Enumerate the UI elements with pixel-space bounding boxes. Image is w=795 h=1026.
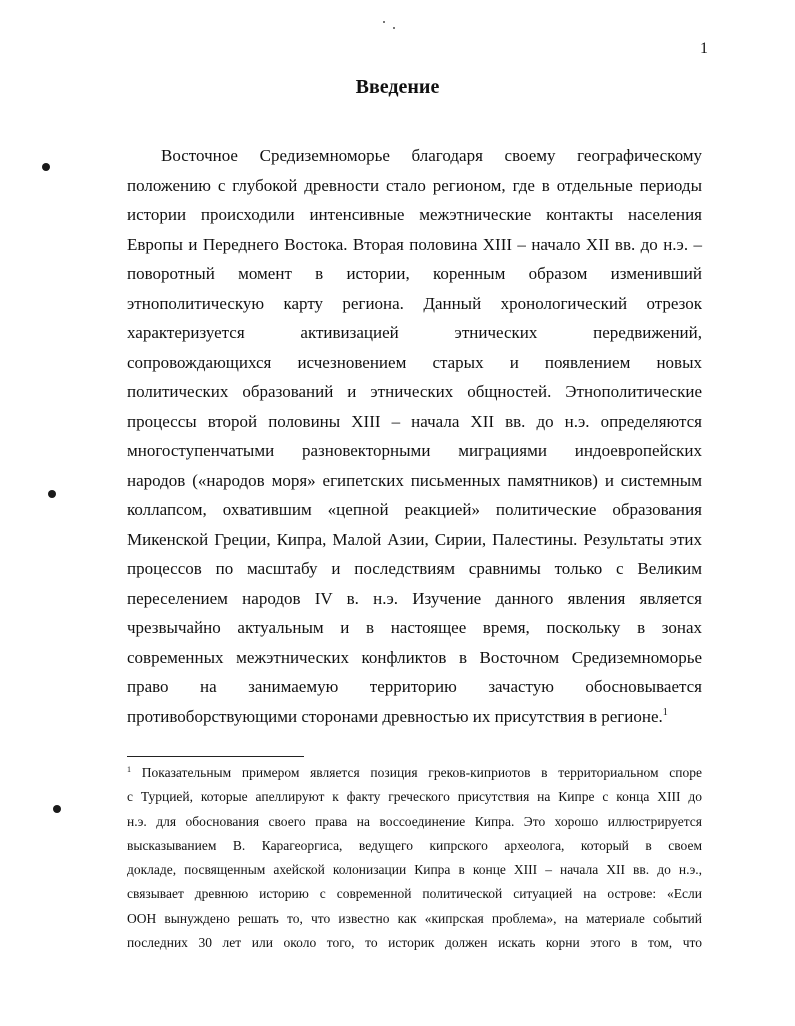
footnote-line: н.э. для обоснования своего права на воссоединение Кипра. Это хорошо иллюстрируется [127, 813, 702, 829]
footnote-line: ООН вынуждено решать то, что известно как «кипрская проблема», на материале событий [127, 910, 702, 926]
footnote-marker: 1 [127, 765, 131, 774]
scan-speck [393, 27, 395, 29]
paragraph-line: народов («народов моря» египетских письменных памятников) и системным [127, 470, 702, 490]
paragraph-line: процессов по масштабу и последствиям сравнимы только с Великим [127, 559, 702, 578]
paragraph-line-last [127, 702, 702, 732]
paragraph-line: право на занимаемую территорию зачастую обосновывается [127, 677, 702, 696]
paragraph-line: процессы второй половины XIII – начала XII вв. до н.э. определяются [127, 411, 702, 431]
footnote-line: высказыванием В. Карагеоргиса, ведущего кипрского археолога, который в своем [127, 837, 702, 853]
binding-hole-dot [48, 490, 56, 498]
footnote-line: последних 30 лет или около того, то историк должен искать корни этого в том, что [127, 935, 702, 951]
footnote [127, 761, 702, 955]
paragraph-line: современных межэтнических конфликтов в Восточном Средиземноморье [127, 647, 702, 667]
scan-speck [383, 21, 385, 23]
footnote-line-text: Показательным примером является позиция греков-киприотов в территориальном споре [141, 765, 703, 780]
paragraph-line: поворотный момент в истории, коренным образом изменивший [127, 264, 702, 283]
main-paragraph [127, 141, 702, 731]
footnote-line [127, 761, 702, 785]
paragraph-line: этнополитическую карту региона. Данный хронологический отрезок [127, 293, 702, 313]
paragraph-line: политических образований и этнических общностей. Этнополитические [127, 382, 702, 401]
footnote-separator [127, 756, 304, 757]
footnote-line: связывает древнюю историю с современной политической ситуацией на острове: «Если [127, 886, 702, 902]
footnote-line: докладе, посвященным ахейской колонизации Кипра в конце XIII – начала XII вв. до н.э., [127, 862, 702, 878]
binding-hole-dot [53, 805, 61, 813]
paragraph-line: сопровождающихся исчезновением старых и появлением новых [127, 352, 702, 372]
binding-hole-dot [42, 163, 50, 171]
paragraph-line: истории происходили интенсивные межэтнические контакты населения [127, 205, 702, 224]
page-title: Введение [355, 76, 440, 98]
paragraph-line: Европы и Переднего Востока. Вторая половина XIII – начало XII вв. до н.э. – [127, 234, 702, 254]
paragraph-line: Восточное Средиземноморье благодаря своему географическому [161, 146, 702, 165]
footnote-reference[interactable]: 1 [662, 706, 668, 718]
paragraph-line-text: противоборствующими сторонами древностью их присутствия в регионе. [127, 706, 663, 726]
paragraph-line: коллапсом, охватившим «цепной реакцией» политические образования [127, 500, 702, 519]
paragraph-line: многоступенчатыми разновекторными миграциями индоевропейских [127, 441, 702, 460]
footnote-line: с Турцией, которые апеллируют к факту греческого присутствия на Кипре с конца XIII до [127, 789, 702, 805]
page-number: 1 [700, 40, 708, 57]
paragraph-line: чрезвычайно актуальным и в настоящее время, поскольку в зонах [127, 618, 702, 637]
paragraph-line: положению с глубокой древности стало регионом, где в отдельные периоды [127, 175, 702, 195]
paragraph-line: переселением народов IV в. н.э. Изучение данного явления является [127, 588, 702, 608]
paragraph-line: характеризуется активизацией этнических передвижений, [127, 323, 702, 342]
paragraph-line: Микенской Греции, Кипра, Малой Азии, Сирии, Палестины. Результаты этих [127, 529, 702, 549]
